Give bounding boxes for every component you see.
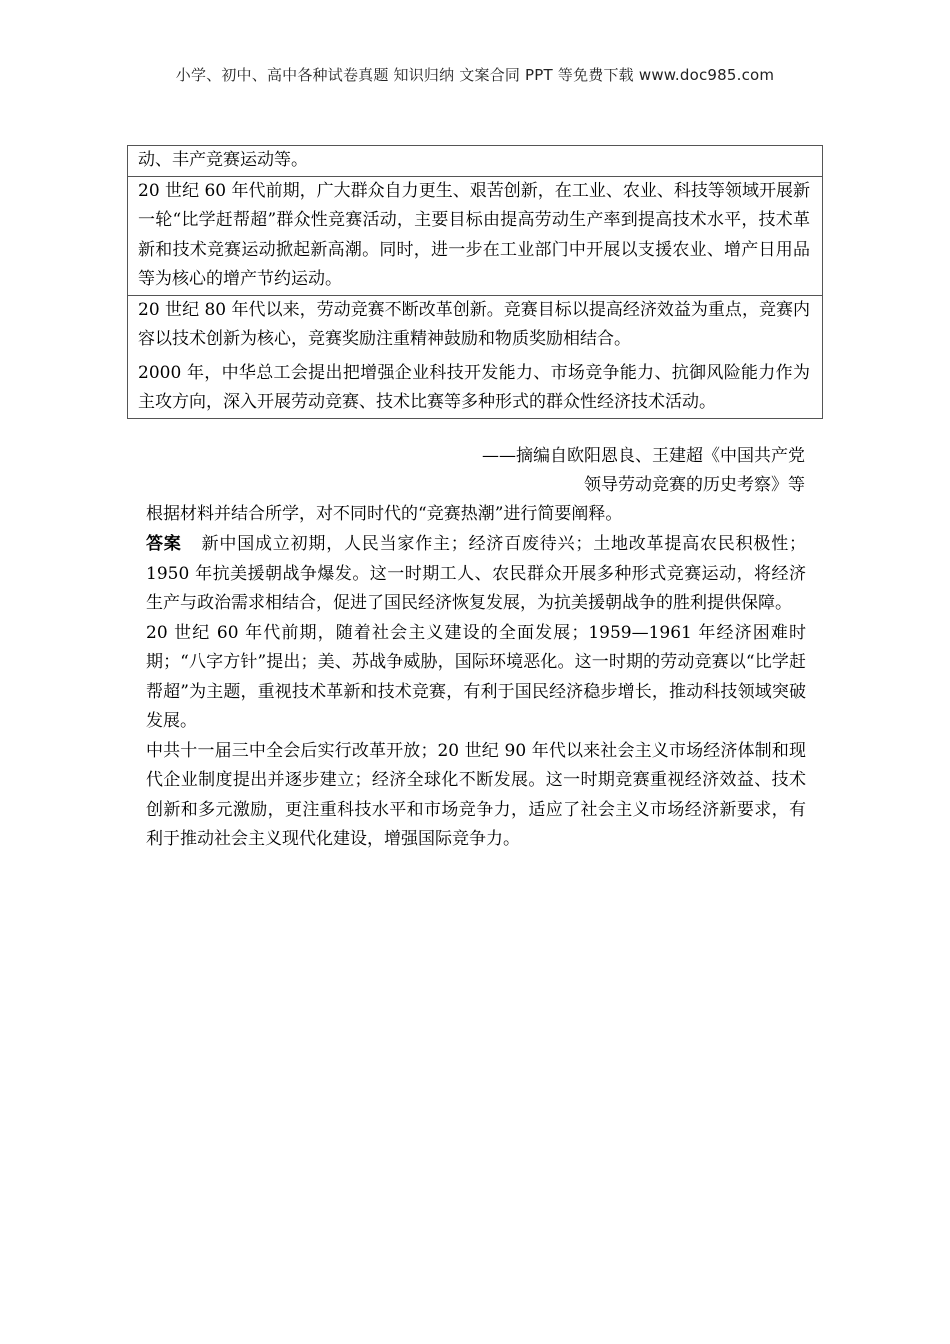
question-text: 根据材料并结合所学，对不同时代的“竞赛热潮”进行简要阐释。 [146,504,623,524]
table-cell-text: 2000 年，中华总工会提出把增强企业科技开发能力、市场竞争能力、抗御风险能力作为主攻方向，深入开展劳动竞赛、技术比赛等多种形式的群众性经济技术活动。 [138,362,810,412]
attribution-line: ——摘编自欧阳恩良、王建超《中国共产党 [482,446,805,466]
attribution-line: 领导劳动竞赛的历史考察》等 [584,475,805,495]
answer-text: 新中国成立初期，人民当家作主；经济百废待兴；土地改革提高农民积极性；1950 年抗美援朝战争爆发。这一时期工人、农民群众开展多种形式竞赛运动，将经济生产与政治需求相结合，促进了国民经济恢复发展，为抗美援朝战争的胜利提供保障。 [146,534,807,613]
answer-label: 答案 [146,534,182,554]
answer-paragraph: 中共十一届三中全会后实行改革开放；20 世纪 90 年代以来社会主义市场经济体制和现代企业制度提出并逐步建立；经济全球化不断发展。这一时期竞赛重视经济效益、技术创新和多元激励，更注重科技水平和市场竞争力，适应了社会主义市场经济新要求，有利于推动社会主义现代化建设，增强国际竞争力。 [146,740,806,849]
answer-paragraph: 20 世纪 60 年代前期，随着社会主义建设的全面发展；1959—1961 年经济困难时期；“八字方针”提出；美、苏战争威胁，国际环境恶化。这一时期的劳动竞赛以“比学赶帮超”为主题，重视技术革新和技术竞赛，有利于国民经济稳步增长，推动科技领域突破发展。 [146,622,806,731]
table-cell-text: 20 世纪 80 年代以来，劳动竞赛不断改革创新。竞赛目标以提高经济效益为重点，竞赛内容以技术创新为核心，竞赛奖励注重精神鼓励和物质奖励相结合。 [138,299,810,349]
table-cell-text: 20 世纪 60 年代前期，广大群众自力更生、艰苦创新，在工业、农业、科技等领域开展新一轮“比学赶帮超”群众性竞赛活动，主要目标由提高劳动生产率到提高技术水平，技术革新和技术竞赛运动掀起新高潮。同时，进一步在工业部门中开展以支援农业、增产日用品等为核心的增产节约运动。 [138,180,810,289]
answer-section [146,530,806,855]
table-row [128,177,822,296]
material-table [127,145,823,419]
table-row [128,146,822,177]
table-cell-text: 动、丰产竞赛运动等。 [138,150,308,170]
page-header: 小学、初中、高中各种试卷真题 知识归纳 文案合同 PPT 等免费下载 www.doc985.com [175,66,775,84]
table-row [128,296,822,418]
source-attribution [420,442,805,500]
answer-paragraph [146,530,806,619]
